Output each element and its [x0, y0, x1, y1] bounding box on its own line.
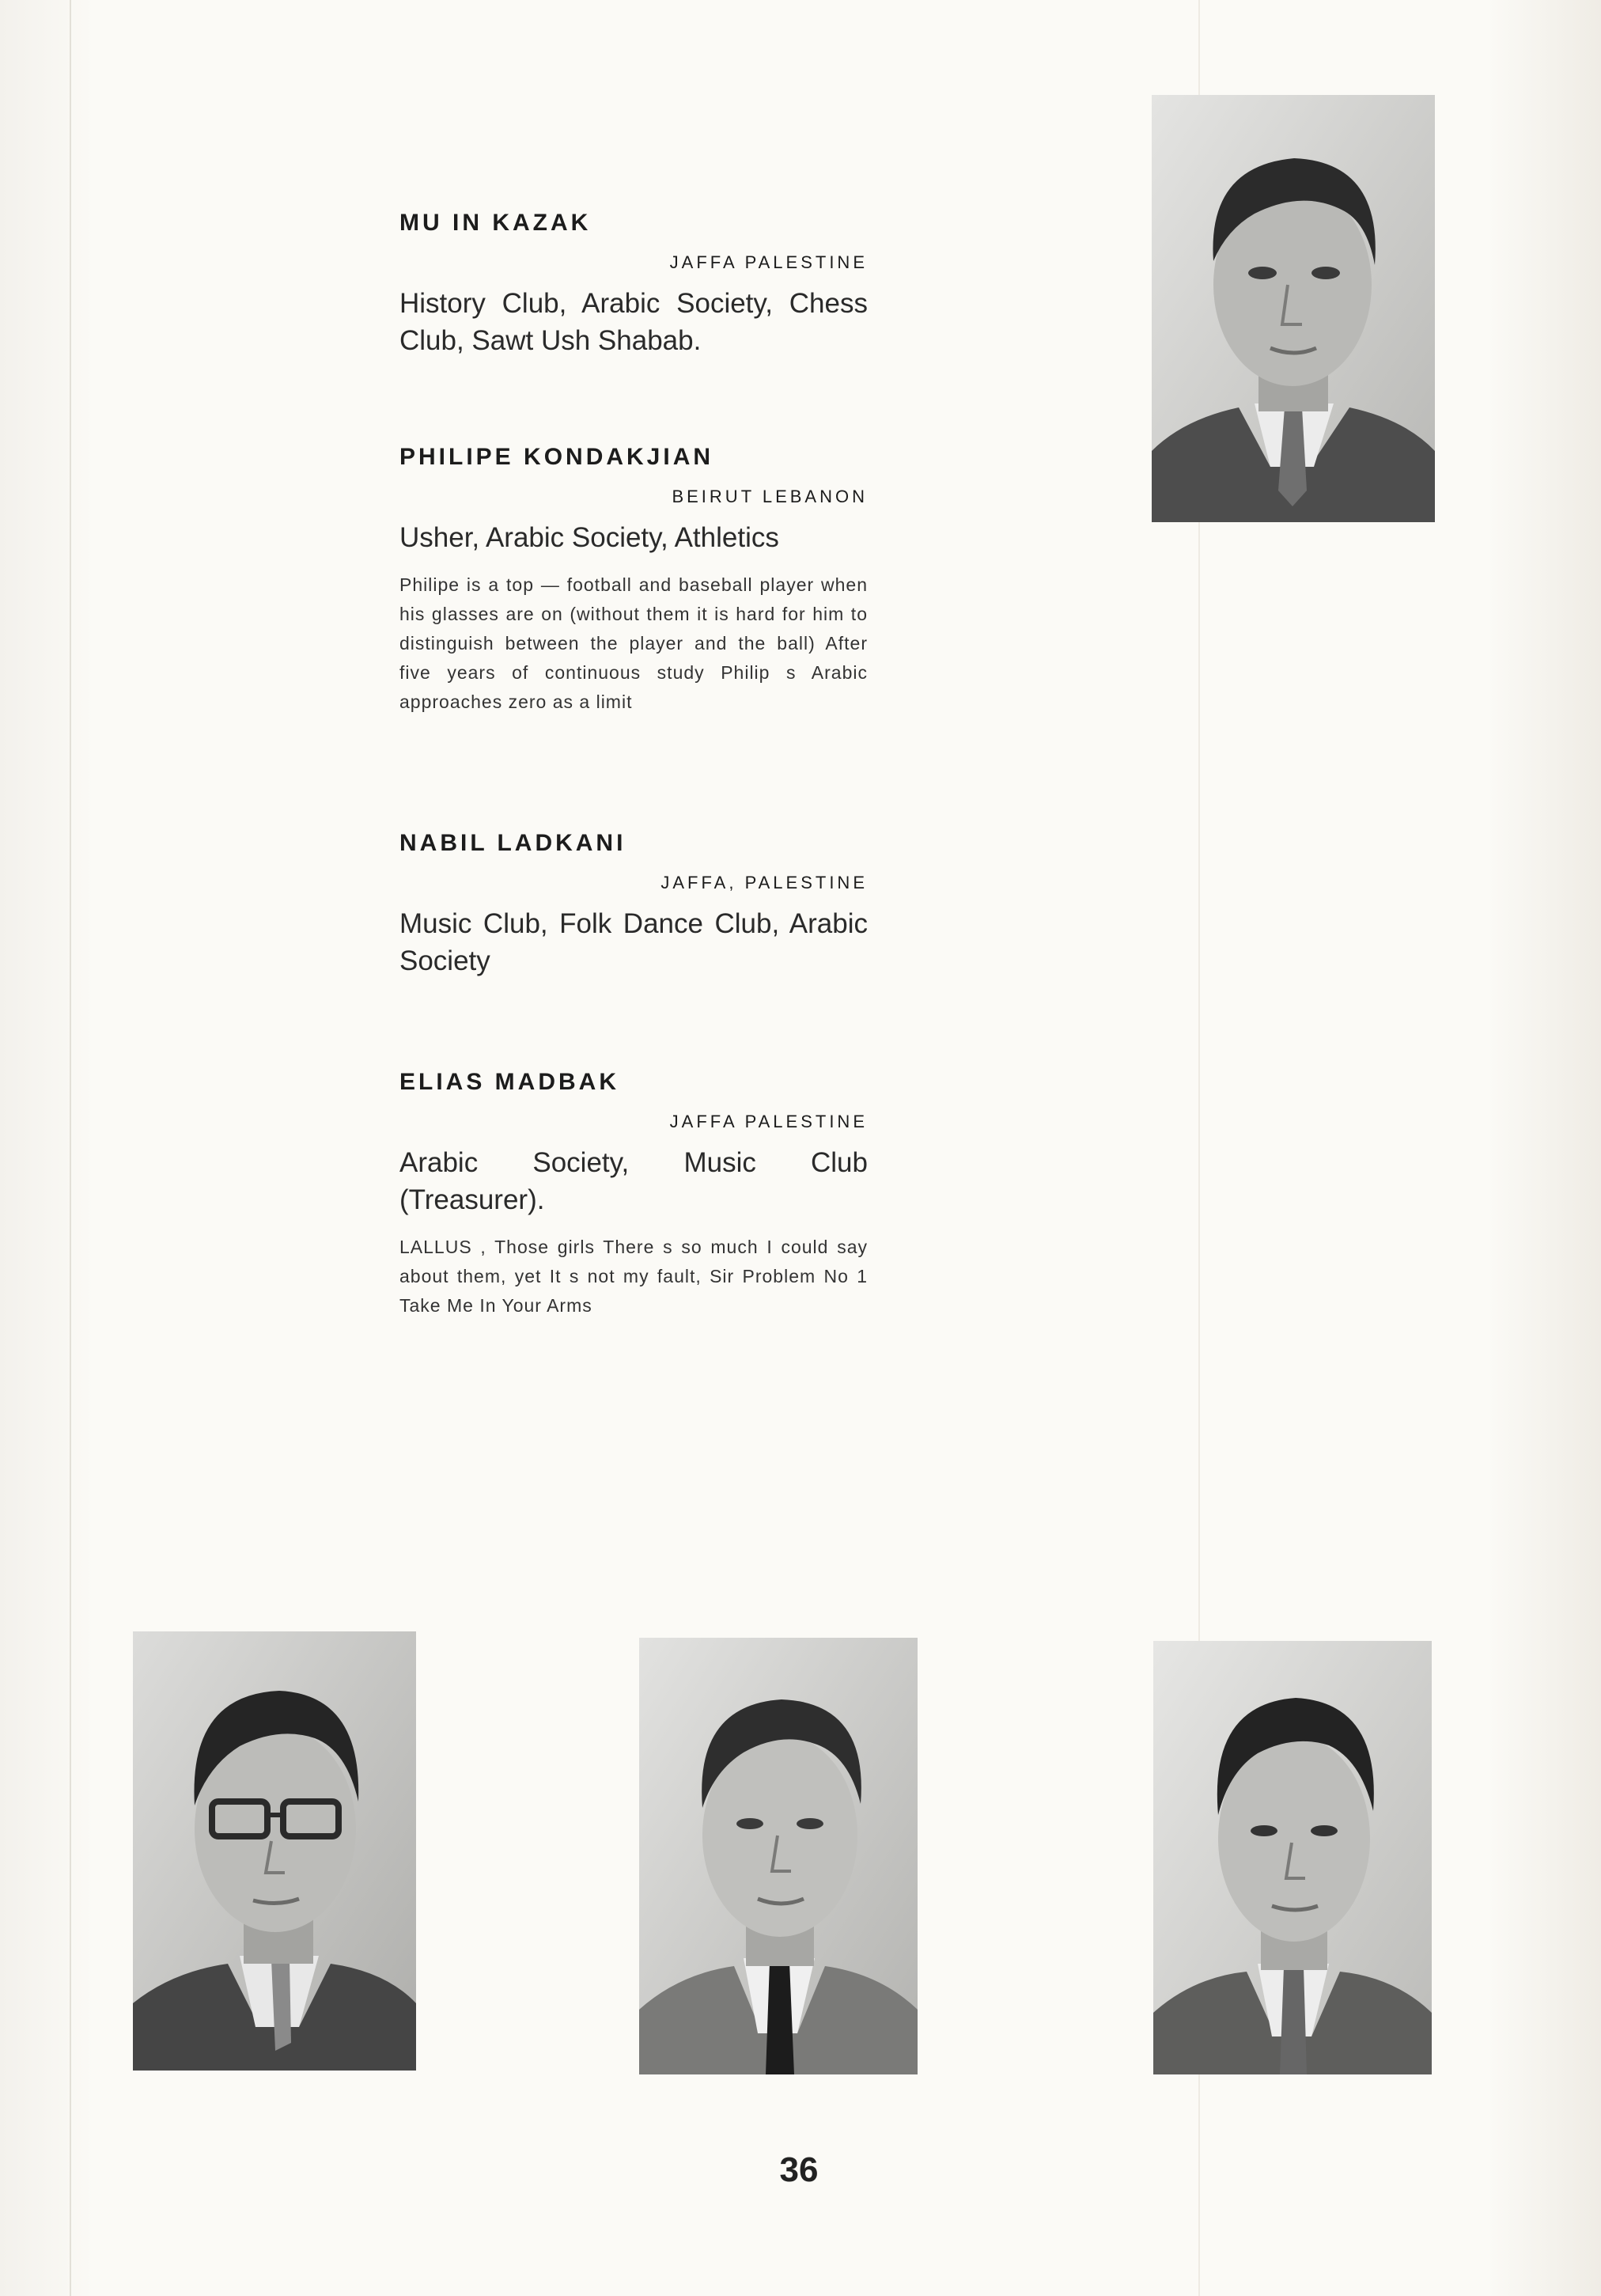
portrait-image — [1153, 1641, 1432, 2074]
portrait-image — [1152, 95, 1435, 522]
entry-kazak — [399, 209, 868, 359]
portrait-image — [133, 1631, 416, 2071]
student-activities: History Club, Arabic Society, Chess Club, Sawt Ush Shabab. — [399, 288, 868, 356]
student-hometown: JAFFA PALESTINE — [669, 252, 868, 272]
portrait-image — [639, 1638, 918, 2074]
student-description: Philipe is a top — football and baseball player when his glasses are on (without them it is hard for him to distinguish between the player and the ball) After five years of continuous study Philip s Arabic approaches zero as a limit — [399, 574, 868, 712]
portrait-photo-kazak — [1152, 95, 1435, 522]
portrait-photo-kondakjian — [133, 1631, 416, 2071]
entry-madbak — [399, 1068, 868, 1320]
student-activities: Music Club, Folk Dance Club, Arabic Society — [399, 908, 868, 976]
student-activities: Usher, Arabic Society, Athletics — [399, 522, 779, 553]
entry-kondakjian — [399, 443, 868, 717]
student-name: ELIAS MADBAK — [399, 1069, 619, 1095]
student-hometown: JAFFA, PALESTINE — [660, 873, 868, 892]
portrait-photo-ladkani — [639, 1638, 918, 2074]
portrait-photo-madbak — [1153, 1641, 1432, 2074]
student-activities: Arabic Society, Music Club (Treasurer). — [399, 1147, 868, 1215]
entry-ladkani — [399, 829, 868, 979]
student-name: MU IN KAZAK — [399, 210, 592, 236]
student-name: PHILIPE KONDAKJIAN — [399, 444, 714, 470]
student-hometown: JAFFA PALESTINE — [669, 1112, 868, 1131]
student-name: NABIL LADKANI — [399, 830, 626, 856]
student-hometown: BEIRUT LEBANON — [672, 487, 868, 506]
student-description: LALLUS , Those girls There s so much I could say about them, yet It s not my fault, Sir Problem No 1 Take Me In Your Arms — [399, 1237, 868, 1316]
page-number: 36 — [779, 2150, 819, 2189]
page-edge-line — [70, 0, 71, 2296]
